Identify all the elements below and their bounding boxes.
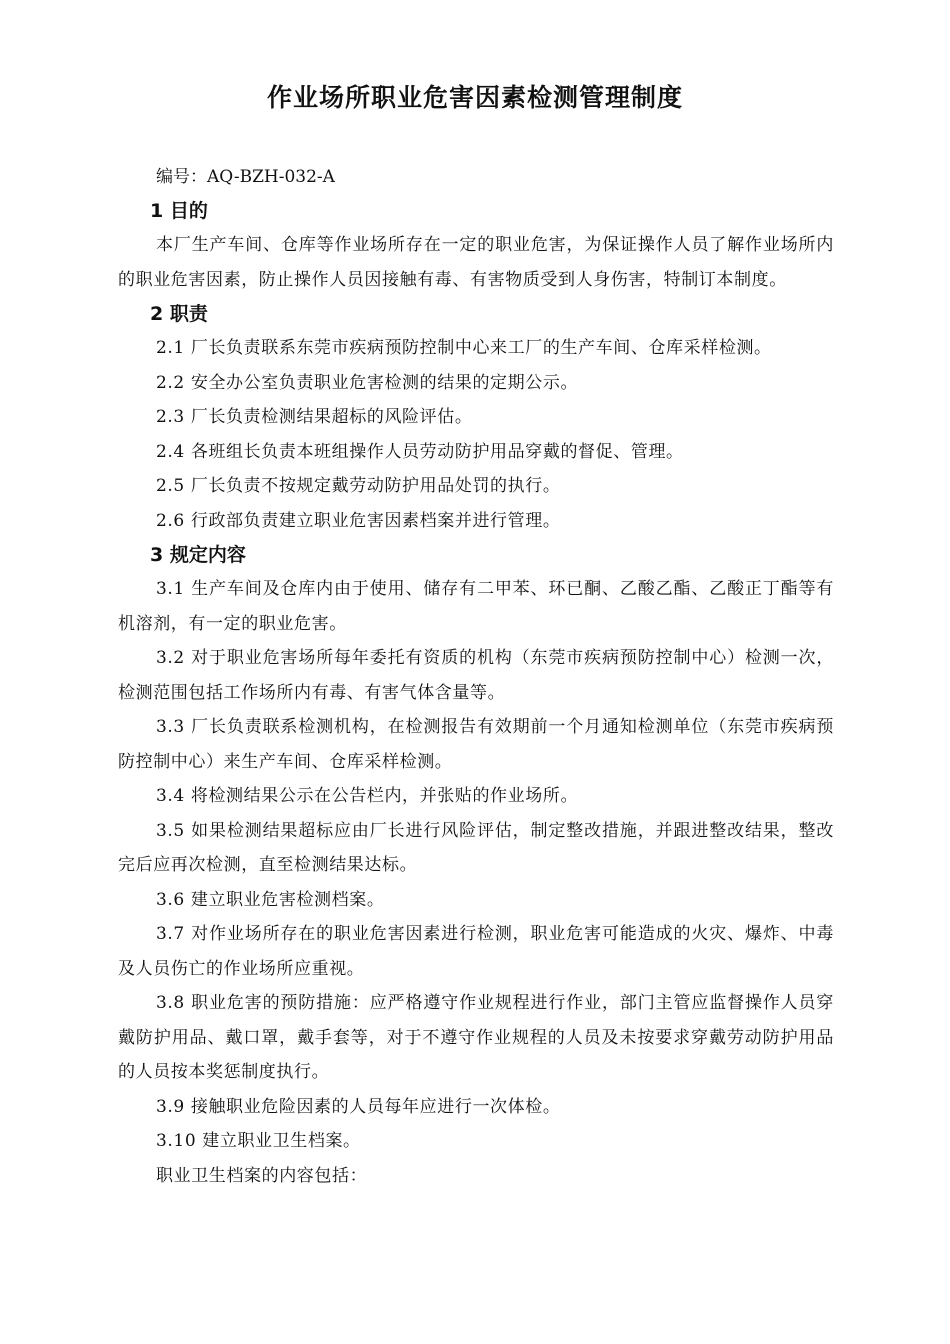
document-code: 编号：AQ-BZH-032-A [156,167,335,187]
clause-item: 3.9 接触职业危险因素的人员每年应进行一次体检。 [156,1096,561,1117]
document-title: 作业场所职业危害因素检测管理制度 [266,83,683,112]
clause-item: 2.1 厂长负责联系东莞市疾病预防控制中心来工厂的生产车间、仓库采样检测。 [156,338,772,358]
clause-item: 3.8 职业危害的预防措施：应严格遵守作业规程进行作业，部门主管应监督操作人员穿戴防护用品、戴口罩，戴手套等，对于不遵守作业规程的人员及未按要求穿戴劳动防护用品的人员按本奖惩制度执行。 [118,993,834,1082]
clause-item: 2.4 各班组长负责本班组操作人员劳动防护用品穿戴的督促、管理。 [156,441,684,462]
clause-item: 2.5 厂长负责不按规定戴劳动防护用品处罚的执行。 [156,476,561,496]
clause-item: 3.2 对于职业危害场所每年委托有资质的机构（东莞市疾病预防控制中心）检测一次，检测范围包括工作场所内有毒、有害气体含量等。 [118,648,834,703]
clause-item: 2.2 安全办公室负责职业危害检测的结果的定期公示。 [156,372,579,393]
clause-item: 2.6 行政部负责建立职业危害因素档案并进行管理。 [156,510,561,531]
clause-item: 3.3 厂长负责联系检测机构，在检测报告有效期前一个月通知检测单位（东莞市疾病预防控制中心）来生产车间、仓库采样检测。 [118,717,834,772]
document-body [118,160,834,1193]
clause-item: 3.6 建立职业危害检测档案。 [156,889,385,910]
clause-item: 3.10 建立职业卫生档案。 [156,1131,361,1151]
clause-item: 3.1 生产车间及仓库内由于使用、储存有二甲苯、环已酮、乙酸乙酯、乙酸正丁酯等有机溶剂，有一定的职业危害。 [118,579,834,634]
clause-item: 职业卫生档案的内容包括： [156,1165,368,1186]
clause-item: 3.4 将检测结果公示在公告栏内，并张贴的作业场所。 [156,786,579,806]
paragraph: 本厂生产车间、仓库等作业场所存在一定的职业危害，为保证操作人员了解作业场所内的职业危害因素，防止操作人员因接触有毒、有害物质受到人身伤害，特制订本制度。 [118,235,834,290]
clause-item: 2.3 厂长负责检测结果超标的风险评估。 [156,407,473,427]
clause-item: 3.7 对作业场所存在的职业危害因素进行检测，职业危害可能造成的火灾、爆炸、中毒及人员伤亡的作业场所应重视。 [118,924,834,979]
section-heading-purpose: 1 目的 [150,200,208,222]
section-heading-regulations: 3 规定内容 [150,544,246,566]
section-heading-responsibilities: 2 职责 [150,303,208,325]
clause-item: 3.5 如果检测结果超标应由厂长进行风险评估，制定整改措施，并跟进整改结果，整改完后应再次检测，直至检测结果达标。 [118,820,834,875]
